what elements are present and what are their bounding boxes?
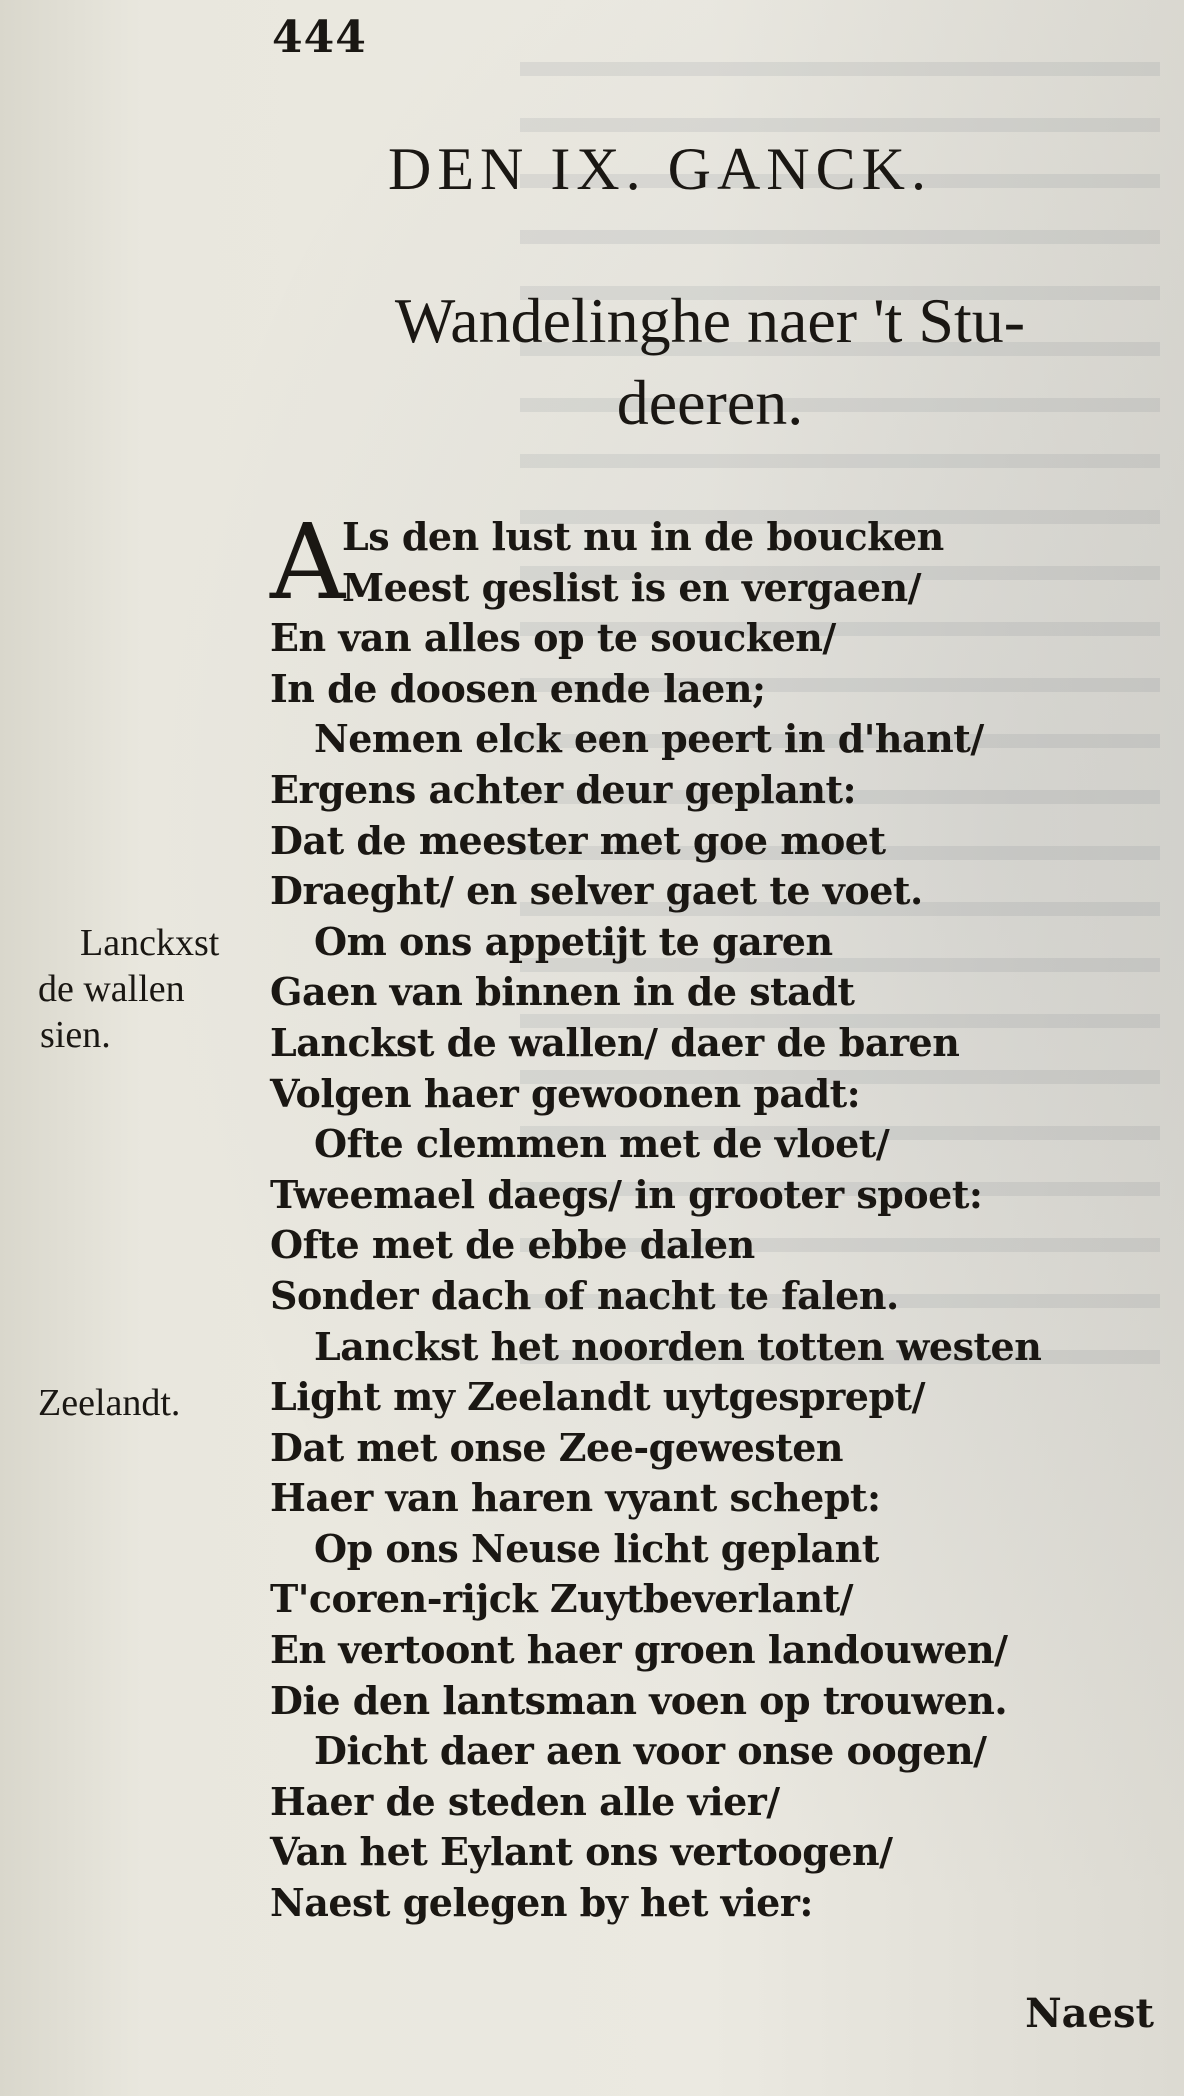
poem-line: Meest geslist is en vergaen/ <box>342 564 922 610</box>
poem-line: Light my Zeelandt uytgesprept/ <box>270 1374 925 1420</box>
margin-note-line: de wallen <box>38 968 185 1010</box>
poem-line: Tweemael daegs/ in grooter spoet: <box>270 1171 983 1217</box>
poem-line: Haer van haren vyant schept: <box>270 1475 881 1521</box>
catchword: Naest <box>1025 1990 1154 2037</box>
margin-note-line: Lanckxst <box>80 922 220 964</box>
title-line-1: Wandelinghe naer 't Stu- <box>394 285 1026 356</box>
poem-line: Dicht daer aen voor onse oogen/ <box>314 1728 987 1774</box>
margin-note-zeelandt: Zeelandt. <box>38 1382 181 1424</box>
margin-note-wallen <box>38 920 220 1058</box>
poem-line: Ofte met de ebbe dalen <box>270 1222 755 1268</box>
poem-line: Ergens achter deur geplant: <box>270 766 857 812</box>
poem-line: Die den lantsman voen op trouwen. <box>270 1677 1008 1723</box>
drop-cap: A <box>270 501 346 623</box>
chapter-heading: DEN IX. GANCK. <box>388 136 932 202</box>
poem-line: Draeght/ en selver gaet te voet. <box>270 868 923 914</box>
poem-line: Sonder dach of nacht te falen. <box>270 1272 899 1318</box>
poem-line: Nemen elck een peert in d'hant/ <box>314 716 984 762</box>
poem-body <box>270 501 1170 1929</box>
poem-line: Ofte clemmen met de vloet/ <box>314 1121 890 1167</box>
poem-line: En vertoont haer groen landouwen/ <box>270 1627 1008 1673</box>
page-number: 444 <box>272 12 367 63</box>
poem-line: Haer de steden alle vier/ <box>270 1778 780 1824</box>
poem-line: In de doosen ende laen; <box>270 665 766 711</box>
poem-line: En van alles op te soucken/ <box>270 615 836 661</box>
poem-line: Gaen van binnen in de stadt <box>270 969 855 1015</box>
poem-line: Volgen haer gewoonen padt: <box>270 1070 861 1116</box>
title-line-2: deeren. <box>616 367 804 438</box>
poem-line: Op ons Neuse licht geplant <box>314 1525 879 1571</box>
poem-line: Van het Eylant ons vertoogen/ <box>270 1829 893 1875</box>
poem-line: Lanckst het noorden totten westen <box>314 1323 1042 1369</box>
poem-line: Ls den lust nu in de boucken <box>342 514 944 559</box>
poem-line: Dat met onse Zee-gewesten <box>270 1424 844 1470</box>
poem-line: T'coren-rijck Zuytbeverlant/ <box>270 1576 854 1622</box>
poem-title <box>260 280 1160 444</box>
poem-line: Naest gelegen by het vier: <box>270 1880 813 1926</box>
margin-note-line: sien. <box>40 1014 111 1056</box>
poem-line: Lanckst de wallen/ daer de baren <box>270 1019 960 1065</box>
poem-line: Dat de meester met goe moet <box>270 817 886 863</box>
poem-line: Om ons appetijt te garen <box>314 918 833 964</box>
